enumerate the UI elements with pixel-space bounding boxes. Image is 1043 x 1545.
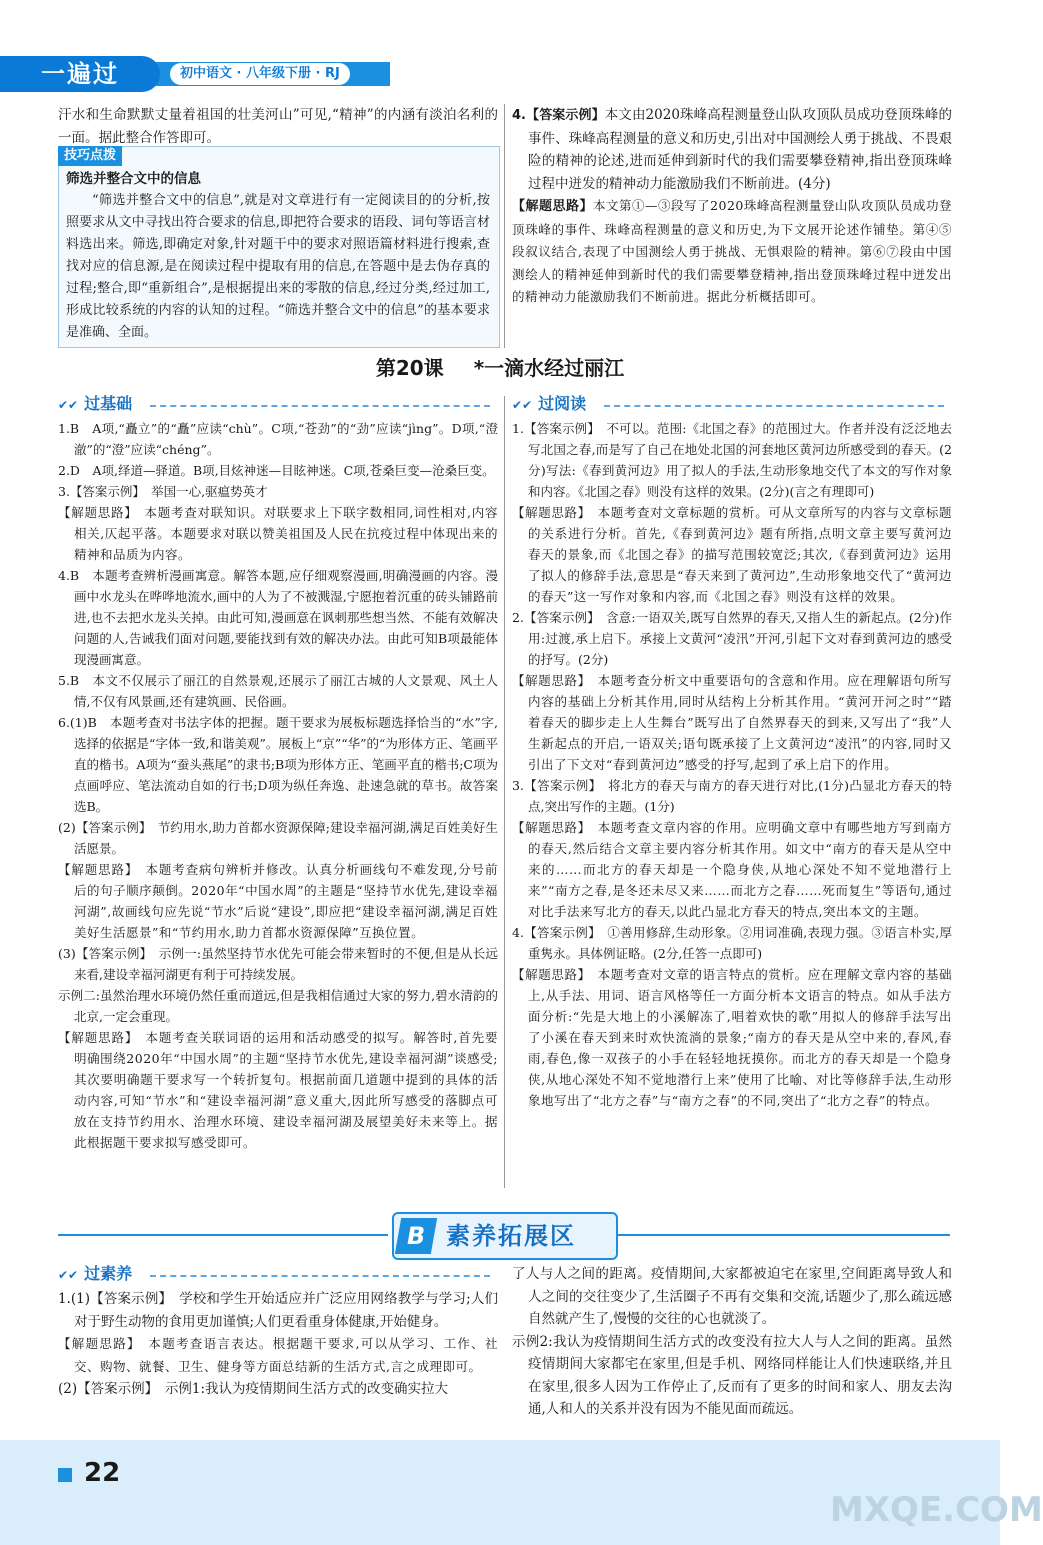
section-reading bbox=[512, 393, 586, 415]
header bbox=[0, 0, 1000, 96]
answer-item: 1.B A项,“矗立”的“矗”应读“chù”。C项,“苍劲”的“劲”应读“jìng”。D项,“澄澈”的“澄”应读“chéng”。 bbox=[58, 421, 498, 457]
answer-item: 5.B 本文不仅展示了丽江的自然景观,还展示了丽江古城的人文景观、风土人情,不仅有风景画,还有建筑画、民俗画。 bbox=[58, 673, 498, 709]
answer-item: 【解题思路】 本题考查语言表达。根据题干要求,可以从学习、工作、社交、购物、就餐、卫生、健身等方面总结新的生活方式,言之成理即可。 bbox=[58, 1336, 498, 1374]
banner-line-right bbox=[618, 1234, 950, 1236]
tip-tag: 技巧点拨 bbox=[58, 146, 122, 166]
lesson-title: *一滴水经过丽江 bbox=[473, 356, 625, 380]
answer-item: 了人与人之间的距离。疫情期间,大家都被迫宅在家里,空间距离导致人和人之间的交往变少了,生活圈子不再有交集和交流,话题少了,那么疏远感自然就产生了,慢慢的交往的心也就淡了。 bbox=[512, 1266, 952, 1327]
tip-title: 筛选并整合文中的信息 bbox=[66, 171, 201, 187]
answer-text: 本文由2020珠峰高程测量登山队攻顶队员成功登顶珠峰的事件、珠峰高程测量的意义和历史,引出对中国测绘人勇于挑战、不畏艰险的精神的论述,进而延伸到新时代的我们需要攀登精神,指出登顶珠峰过程中迸发的精神动力能激励我们不断前进。(4分) bbox=[528, 107, 953, 192]
explanation-label: 【解题思路】 bbox=[512, 199, 594, 214]
banner-title: 素养拓展区 bbox=[446, 1222, 576, 1250]
lesson-heading bbox=[0, 353, 1000, 383]
answer-item: 【解题思路】 本题考查分析文中重要语句的含意和作用。应在理解语句所写内容的基础上分析其作用,同时从结构上分析其作用。“黄河开河之时”“踏着春天的脚步走上人生舞台”既写出了自然界春天的到来,又写出了“我”人生新起点的开启,一语双关;语句既承接了上文黄河边“凌汛”的内容,同时又引出了下文对“春到黄河边”感受的抒写,起到了承上启下的作用。 bbox=[512, 673, 952, 772]
top-right-answer bbox=[512, 104, 952, 309]
answer-item: 4.【答案示例】 ①善用修辞,生动形象。②用词准确,表现力强。③语言朴实,厚重隽永。具体例证略。(2分,任答一点即可) bbox=[512, 925, 952, 961]
answer-item: (2)【答案示例】 示例1:我认为疫情期间生活方式的改变确实拉大 bbox=[58, 1381, 449, 1397]
answer-item: (3)【答案示例】 示例一:虽然坚持节水优先可能会带来暂时的不便,但是从长远来看,建设幸福河湖更有利于可持续发展。 bbox=[58, 946, 498, 982]
check-icon: ✔✔ bbox=[58, 398, 79, 412]
answer-item: 1.【答案示例】 不可以。范围:《北国之春》的范围过大。作者并没有泛泛地去写北国之春,而是写了自己在地处北国的河套地区黄河边所感受到的春天。(2分)写法:《春到黄河边》用了拟人的手法,生动形象地交代了本文的写作对象和内容。《北国之春》则没有这样的效果。(2分)(言之有理即可) bbox=[512, 421, 952, 499]
check-icon: ✔✔ bbox=[512, 398, 533, 412]
reading-answers bbox=[512, 418, 952, 1111]
answer-item: 示例2:我认为疫情期间生活方式的改变没有拉大人与人之间的距离。虽然疫情期间大家都宅在家里,但是手机、网络同样能让人们快速联络,并且在家里,很多人因为工作停止了,反而有了更多的时间和家人、朋友去沟通,人和人的关系并没有因为不能见面而疏远。 bbox=[512, 1333, 952, 1417]
section-literacy-line bbox=[150, 1275, 490, 1277]
tip-content bbox=[66, 168, 490, 344]
check-icon: ✔✔ bbox=[58, 1268, 79, 1282]
watermark: MXQE.COM bbox=[830, 1490, 1043, 1530]
section-reading-label: 过阅读 bbox=[538, 394, 587, 413]
page-marker bbox=[58, 1468, 72, 1482]
answer-item: (2)【答案示例】 节约用水,助力首都水资源保障;建设幸福河湖,满足百姓美好生活愿景。 bbox=[58, 820, 498, 856]
answer-label: 4.【答案示例】 bbox=[512, 108, 605, 123]
top-left-continuation bbox=[58, 104, 498, 149]
section-literacy-label: 过素养 bbox=[84, 1264, 133, 1283]
explanation-text: 本文第①—③段写了2020珠峰高程测量登山队攻顶队员成功登顶珠峰的事件、珠峰高程测量的意义和历史,为下文展开论述作铺垫。第④⑤段叙议结合,表现了中国测绘人勇于挑战、无惧艰险的精神。第⑥⑦段由中国测绘人的精神延伸到新时代的我们需要攀登精神,指出登顶珠峰过程中迸发出的精神动力能激励我们不断前进。据此分析概括即可。 bbox=[512, 198, 952, 304]
banner-letter: B bbox=[395, 1218, 437, 1254]
column-divider-top bbox=[504, 104, 505, 348]
answer-item: 2.D A项,绎道—驿道。B项,目炫神迷—目眩神迷。C项,苍桑巨变—沧桑巨变。 bbox=[58, 463, 495, 478]
section-basic bbox=[58, 393, 132, 415]
answer-item: 【解题思路】 本题考查对文章标题的赏析。可从文章所写的内容与文章标题的关系进行分析。首先,《春到黄河边》题有所指,点明文章主要写黄河边春天的景象,而《北国之春》的描写范围较宽泛;其次,《春到黄河边》运用了拟人的修辞手法,意思是“春天来到了黄河边”,生动形象地交代了“黄河边的春天”这一写作对象和内容,而《北国之春》则没有这样的效果。 bbox=[512, 505, 952, 604]
banner-line-left bbox=[58, 1234, 388, 1236]
section-reading-line bbox=[604, 405, 944, 407]
header-subtitle: 初中语文 · 八年级下册 · RJ bbox=[170, 63, 350, 85]
tip-body: “筛选并整合文中的信息”,就是对文章进行有一定阅读目的的分析,按照要求从文中寻找出符合要求的信息,即把符合要求的语段、词句等语言材料选出来。筛选,即确定对象,针对题干中的要求对照语篇材料进行搜索,查找对应的信息源,是在阅读过程中提取有用的信息,在答题中是去伪存真的过程;整合,即“重新组合”,是根据提出来的零散的信息,经过分类,经过加工,形成比较系统的内容的认知的过程。“筛选并整合文中的信息”的基本要求是准确、全面。 bbox=[66, 193, 490, 340]
section-basic-line bbox=[150, 405, 490, 407]
answer-item: 【解题思路】 本题考查对文章的语言特点的赏析。应在理解文章内容的基础上,从手法、用词、语言风格等任一方面分析本文语言的特点。如从手法方面分析:“先是大地上的小溪解冻了,唱着欢快的歌”用拟人的修辞手法写出了小溪在春天到来时欢快流淌的景象;“南方的春天是从空中来的,春风,春雨,春色,像一双孩子的小手在轻轻地抚摸你。而北方的春天却是一个隐身侠,从地心深处不知不觉地潜行上来”使用了比喻、对比等修辞手法,生动形象地写出了“北方之春”与“南方之春”的不同,突出了“北方之春”的特点。 bbox=[512, 967, 952, 1108]
page-number: 22 bbox=[84, 1458, 121, 1488]
answer-item: 1.(1)【答案示例】 学校和学生开始适应并广泛应用网络教学与学习;人们对于野生动物的食用更加谨慎;人们更看重身体健康,开始健身。 bbox=[58, 1291, 498, 1330]
literacy-answers-right bbox=[512, 1263, 952, 1421]
answer-item: 【解题思路】 本题考查文章内容的作用。应明确文章中有哪些地方写到南方的春天,然后结合文章主要内容分析其作用。如文中“南方的春天是从空中来的……而北方的春天却是一个隐身侠,从地心深处不知不觉地潜行上来”“南方之春,是冬还未尽又来……而北方之春……死而复生”等语句,通过对比手法来写北方的春天,以此凸显北方春天的特点,突出本文的主题。 bbox=[512, 820, 952, 919]
answer-item: 4.B 本题考查辨析漫画寓意。解答本题,应仔细观察漫画,明确漫画的内容。漫画中水龙头在哗哗地流水,画中的人为了不被溅湿,宁愿抱着沉重的砖头铺路前进,也不去把水龙头关掉。由此可知,漫画意在讽刺那些想当然、不能有效解决问题的人,告诫我们面对问题,要能找到有效的解决办法。由此可知B项最能体现漫画寓意。 bbox=[58, 568, 498, 667]
answer-item: 【解题思路】 本题考查对联知识。对联要求上下联字数相同,词性相对,内容相关,仄起平落。本题要求对联以赞美祖国及人民在抗疫过程中体现出来的精神和品质为内容。 bbox=[58, 505, 498, 562]
section-basic-label: 过基础 bbox=[84, 394, 133, 413]
answer-item: 3.【答案示例】 举国一心,驱瘟势英才 bbox=[58, 484, 268, 499]
answer-item: 示例二:虽然治理水环境仍然任重而道远,但是我相信通过大家的努力,碧水清韵的北京,一定会重现。 bbox=[58, 988, 498, 1024]
literacy-banner bbox=[392, 1212, 618, 1260]
literacy-answers-left bbox=[58, 1288, 498, 1401]
column-divider-middle bbox=[504, 396, 505, 1188]
answer-item: 【解题思路】 本题考查病句辨析并修改。认真分析画线句不难发现,分号前后的句子顺序颠倒。2020年“中国水周”的主题是“坚持节水优先,建设幸福河湖”,故画线句应先说“节水”后说“建设”,即应把“建设幸福河湖,满足百姓美好生活愿景”和“节约用水,助力首都水资源保障”互换位置。 bbox=[58, 862, 498, 940]
continuation-text: 汗水和生命默默丈量着祖国的壮美河山”可见,“精神”的内涵有淡泊名利的一面。据此整合作答即可。 bbox=[58, 107, 498, 146]
answer-item: 2.【答案示例】 含意:一语双关,既写自然界的春天,又指人生的新起点。(2分)作用:过渡,承上启下。承接上文黄河“凌汛”开河,引起下文对春到黄河边的感受的抒写。(2分) bbox=[512, 610, 952, 667]
brand-logo: 一遍过 bbox=[0, 56, 160, 92]
answer-item: 【解题思路】 本题考查关联词语的运用和活动感受的拟写。解答时,首先要明确围绕2020年“中国水周”的主题“坚持节水优先,建设幸福河湖”谈感受;其次要明确题干要求写一个转折复句。根据前面几道题中提到的具体的活动内容,可知“节水”和“建设幸福河湖”意义重大,因此所写感受的落脚点可放在支持节约用水、治理水环境、建设幸福河湖及展望美好未来等上。据此根据题干要求拟写感受即可。 bbox=[58, 1030, 498, 1150]
answer-item: 6.(1)B 本题考查对书法字体的把握。题干要求为展板标题选择恰当的“水”字,选择的依据是“字体一致,和谐美观”。展板上“京”“华”的“为形体方正、笔画平直的楷书。A项为“蚕头燕尾”的隶书;B项为形体方正、笔画平直的楷书;C项为点画呼应、笔法流动自如的行书;D项为纵任奔逸、赴速急就的草书。故答案选B。 bbox=[58, 715, 498, 814]
basic-answers bbox=[58, 418, 498, 1153]
section-literacy bbox=[58, 1263, 132, 1285]
lesson-number: 第20课 bbox=[375, 356, 444, 380]
answer-item: 3.【答案示例】 将北方的春天与南方的春天进行对比,(1分)凸显北方春天的特点,突出写作的主题。(1分) bbox=[512, 778, 952, 814]
